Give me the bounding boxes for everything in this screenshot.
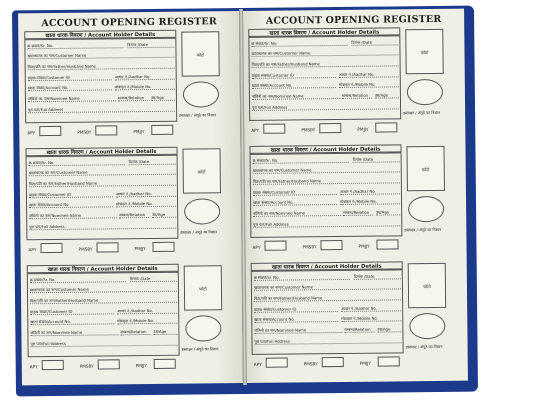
pmsby-label: PMSBY <box>78 246 93 252</box>
aadhar-field: आधार नं./Aadhar No. <box>116 191 176 198</box>
age-field: उम्र/Age <box>377 326 401 332</box>
page-title: ACCOUNT OPENING REGISTER <box>41 16 218 30</box>
pmjjy-box <box>154 359 176 369</box>
section-header: खाता धारक विवरण / Account Holder Details <box>27 264 179 274</box>
thumb-impression-circle <box>408 196 444 222</box>
account-no-field: खाता संख्या/Account No. <box>252 82 336 89</box>
relation-field: सम्बन्ध/Relation <box>342 93 372 99</box>
serial-field: क्र संख्या/Sr. No. <box>253 157 349 164</box>
account-holder-section <box>251 261 463 378</box>
apy-label: APY <box>251 127 260 133</box>
nominee-field: नॉमिनी का नाम/Nominee Name <box>28 95 116 102</box>
account-no-field: खाता संख्या/Account No. <box>253 199 337 206</box>
pmjjy-label: PMJJY <box>359 360 371 366</box>
customer-id-field: ग्राहक संख्या/Customer ID <box>30 308 114 315</box>
age-field: उम्र/Age <box>152 212 176 218</box>
relation-field: सम्बन्ध/Relation <box>118 95 148 101</box>
apy-box <box>42 360 64 370</box>
aadhar-field: आधार नं./Aadhar No. <box>117 308 177 315</box>
customer-name-field: खाताधारक का नाम/Customer Name <box>30 286 177 294</box>
open-register-book <box>18 9 470 386</box>
customer-id-field: ग्राहक संख्या/Customer ID <box>28 74 112 81</box>
pmjjy-box <box>152 242 174 252</box>
section-header: खाता धारक विवरण / Account Holder Details <box>24 30 176 40</box>
father-husband-field: पिता/पति का नाम/Father/Husband Name <box>254 294 401 302</box>
age-field: उम्र/Age <box>153 329 177 335</box>
father-husband-field: पिता/पति का नाम/Father/Husband Name <box>28 63 175 71</box>
customer-id-field: ग्राहक संख्या/Customer ID <box>29 191 113 198</box>
pmjjy-label: PMJJY <box>133 129 145 135</box>
customer-name-field: खाताधारक का नाम/Customer Name <box>253 166 400 174</box>
thumb-impression-circle <box>185 315 221 341</box>
serial-field: क्र संख्या/Sr. No. <box>30 276 126 283</box>
account-holder-section <box>25 146 236 263</box>
apy-box <box>264 241 286 251</box>
relation-field: सम्बन्ध/Relation <box>120 329 150 335</box>
address-field: पूरा पता/Full Address <box>253 220 400 228</box>
serial-field: क्र संख्या/Sr. No. <box>29 159 125 166</box>
customer-name-field: खाताधारक का नाम/Customer Name <box>27 52 174 60</box>
age-field: उम्र/Age <box>376 209 400 215</box>
age-field: उम्र/Age <box>151 95 175 101</box>
nominee-field: नॉमिनी का नाम/Nominee Name <box>29 212 117 219</box>
pmsby-label: PMSBY <box>301 127 316 133</box>
photo-box: फोटो <box>181 31 219 76</box>
serial-field: क्र संख्या/Sr. No. <box>254 274 350 281</box>
aadhar-field: आधार नं./Aadhar No. <box>341 305 401 312</box>
father-husband-field: पिता/पति का नाम/Father/Husband Name <box>252 60 399 68</box>
signature-label: हस्ताक्षर / अंगूठे का निशान <box>181 346 219 352</box>
section-header: खाता धारक विवरण / Account Holder Details <box>249 144 401 154</box>
mobile-field: मोबाइल नं./Mobile No. <box>340 198 400 205</box>
page-title: ACCOUNT OPENING REGISTER <box>265 13 442 27</box>
address-field: पूरा पता/Full Address <box>30 340 177 348</box>
date-field: दिनांक /Date <box>354 273 401 279</box>
pmsby-label: PMSBY <box>77 129 92 135</box>
aadhar-field: आधार नं./Aadhar No. <box>339 71 399 78</box>
account-no-field: खाता संख्या/Account No. <box>30 318 114 325</box>
date-field: दिनांक /Date <box>127 42 174 48</box>
pmjjy-label: PMJJY <box>135 363 147 369</box>
pmjjy-box <box>376 239 398 249</box>
account-holder-section <box>27 263 238 380</box>
section-header: खाता धारक विवरण / Account Holder Details <box>251 261 403 271</box>
pmjjy-box <box>151 125 173 135</box>
address-field: पूरा पता/Full Address <box>254 337 401 345</box>
right-page <box>242 9 468 383</box>
pmjjy-box <box>375 122 397 132</box>
pmsby-label: PMSBY <box>303 361 318 367</box>
nominee-field: नॉमिनी का नाम/Nominee Name <box>254 327 342 334</box>
signature-label: हस्ताक्षर / अंगूठे का निशान <box>403 109 441 116</box>
father-husband-field: पिता/पति का नाम/Father/Husband Name <box>253 177 400 185</box>
details-frame <box>251 269 404 355</box>
apy-label: APY <box>252 244 261 250</box>
apy-box <box>266 358 288 368</box>
pmjjy-label: PMJJY <box>357 126 369 132</box>
mobile-field: मोबाइल नं./Mobile No. <box>117 318 177 325</box>
pmsby-box <box>96 242 118 252</box>
section-header: खाता धारक विवरण / Account Holder Details <box>248 27 400 37</box>
details-frame <box>250 152 403 238</box>
relation-field: सम्बन्ध/Relation <box>119 212 149 218</box>
signature-label: हस्ताक्षर / अंगूठे का निशान <box>404 226 442 233</box>
apy-label: APY <box>253 361 262 367</box>
date-field: दिनांक /Date <box>129 159 176 165</box>
mobile-field: मोबाइल नं./Mobile No. <box>341 315 401 322</box>
apy-box <box>40 243 62 253</box>
pmjjy-box <box>378 356 400 366</box>
account-no-field: खाता संख्या/Account No. <box>28 84 112 91</box>
account-no-field: खाता संख्या/Account No. <box>29 201 113 208</box>
pmjjy-label: PMJJY <box>134 246 146 252</box>
serial-field: क्र संख्या/Sr. No. <box>251 40 347 47</box>
apy-label: APY <box>29 364 38 370</box>
signature-label: हस्ताक्षर / अंगूठे का निशान <box>180 229 218 235</box>
aadhar-field: आधार नं./Aadhar No. <box>340 188 400 195</box>
thumb-impression-circle <box>409 313 445 339</box>
thumb-impression-circle <box>184 198 220 224</box>
details-frame <box>27 272 180 358</box>
customer-id-field: ग्राहक संख्या/Customer ID <box>253 189 337 196</box>
photo-box: फोटो <box>406 146 444 191</box>
signature-label: हस्ताक्षर / अंगूठे का निशान <box>179 112 217 118</box>
photo-box: फोटो <box>405 29 443 74</box>
account-holder-section <box>249 144 461 261</box>
father-husband-field: पिता/पति का नाम/Father/Husband Name <box>29 180 176 188</box>
apy-label: APY <box>27 130 36 136</box>
father-husband-field: पिता/पति का नाम/Father/Husband Name <box>30 297 177 305</box>
account-holder-section <box>24 29 235 146</box>
mobile-field: मोबाइल नं./Mobile No. <box>115 84 175 91</box>
pmsby-label: PMSBY <box>79 363 94 369</box>
pmsby-box <box>319 123 341 133</box>
thumb-impression-circle <box>407 79 443 105</box>
address-field: पूरा पता/Full Address <box>28 106 175 114</box>
date-field: दिनांक /Date <box>351 39 398 45</box>
photo-box: फोटो <box>408 263 446 308</box>
relation-field: सम्बन्ध/Relation <box>343 210 373 216</box>
photo-box: फोटो <box>184 265 222 310</box>
account-no-field: खाता संख्या/Account No. <box>254 316 338 323</box>
details-frame <box>24 38 177 124</box>
aadhar-field: आधार नं./Aadhar No. <box>115 74 175 81</box>
pmjjy-label: PMJJY <box>358 243 370 249</box>
photo-box: फोटो <box>182 148 220 193</box>
details-frame <box>248 35 401 121</box>
pmsby-box <box>320 240 342 250</box>
mobile-field: मोबाइल नं./Mobile No. <box>339 81 399 88</box>
pmsby-box <box>95 125 117 135</box>
address-field: पूरा पता/Full Address <box>29 223 176 231</box>
customer-id-field: ग्राहक संख्या/Customer ID <box>254 306 338 313</box>
nominee-field: नॉमिनी का नाम/Nominee Name <box>252 93 340 100</box>
left-page <box>18 11 244 385</box>
customer-id-field: ग्राहक संख्या/Customer ID <box>252 72 336 79</box>
section-header: खाता धारक विवरण / Account Holder Details <box>25 147 177 157</box>
relation-field: सम्बन्ध/Relation <box>344 327 374 333</box>
date-field: दिनांक /Date <box>130 276 177 282</box>
details-frame <box>26 155 179 241</box>
customer-name-field: खाताधारक का नाम/Customer Name <box>254 283 401 291</box>
mobile-field: मोबाइल नं./Mobile No. <box>116 201 176 208</box>
signature-label: हस्ताक्षर / अंगूठे का निशान <box>405 343 443 350</box>
account-holder-section <box>248 27 460 144</box>
apy-box <box>39 126 61 136</box>
nominee-field: नॉमिनी का नाम/Nominee Name <box>30 329 118 336</box>
thumb-impression-circle <box>183 81 219 107</box>
serial-field: क्र संख्या/Sr. No. <box>27 42 123 49</box>
pmsby-box <box>322 357 344 367</box>
apy-label: APY <box>28 247 37 253</box>
pmsby-box <box>98 359 120 369</box>
customer-name-field: खाताधारक का नाम/Customer Name <box>29 169 176 177</box>
pmsby-label: PMSBY <box>302 244 317 250</box>
customer-name-field: खाताधारक का नाम/Customer Name <box>251 49 398 57</box>
apy-box <box>263 124 285 134</box>
date-field: दिनांक /Date <box>353 156 400 162</box>
nominee-field: नॉमिनी का नाम/Nominee Name <box>253 210 341 217</box>
age-field: उम्र/Age <box>375 92 399 98</box>
address-field: पूरा पता/Full Address <box>252 103 399 111</box>
